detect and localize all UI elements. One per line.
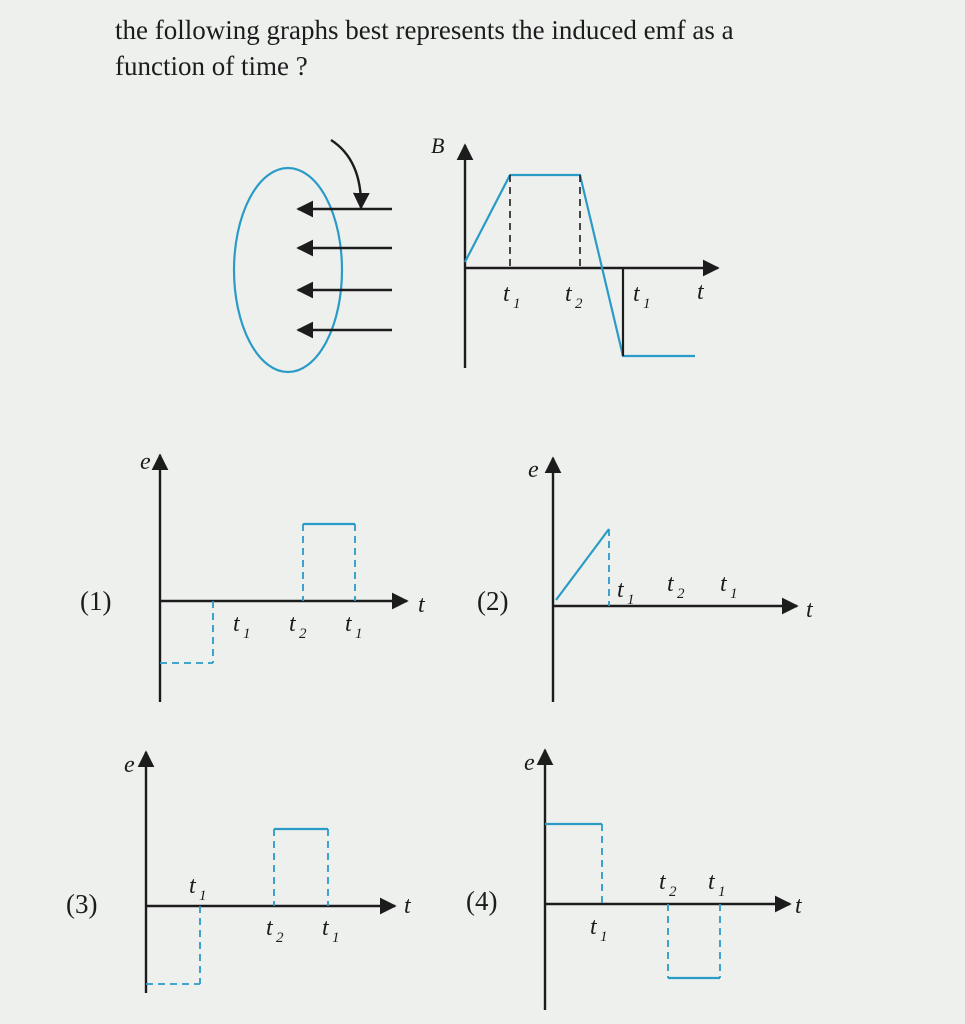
tick-label <box>720 571 738 602</box>
svg-text:1: 1 <box>199 888 207 904</box>
b-axis-label: B <box>431 133 445 158</box>
tick-label <box>189 873 207 904</box>
coil-loop <box>234 168 342 372</box>
tick-label <box>233 611 251 642</box>
tick-label-t1-second <box>633 281 651 312</box>
svg-text:1: 1 <box>643 296 651 312</box>
e-axis-label: e <box>124 752 135 778</box>
svg-text:1: 1 <box>627 592 635 608</box>
e-axis-label: e <box>140 449 151 475</box>
tick-label <box>617 577 635 608</box>
svg-text:t: t <box>633 281 640 307</box>
svg-text:1: 1 <box>730 586 738 602</box>
tick-label <box>708 869 726 900</box>
option-1-graph <box>80 449 426 702</box>
t-axis-label: t <box>697 279 704 305</box>
svg-text:t: t <box>565 281 572 307</box>
t-axis-label: t <box>795 893 802 919</box>
tick-label <box>659 869 677 900</box>
svg-text:1: 1 <box>355 626 363 642</box>
option-2-number: (2) <box>477 586 509 616</box>
svg-text:t: t <box>322 915 329 941</box>
pointer-arrow <box>331 140 361 208</box>
t-axis-label: t <box>418 592 425 618</box>
svg-text:t: t <box>289 611 296 637</box>
svg-text:1: 1 <box>513 296 521 312</box>
option-1-number: (1) <box>80 586 112 616</box>
svg-text:t: t <box>708 869 715 895</box>
e-axis-label: e <box>528 457 539 483</box>
t-axis-label: t <box>806 597 813 623</box>
svg-text:1: 1 <box>600 929 608 945</box>
svg-text:1: 1 <box>332 930 340 946</box>
t-axis-label: t <box>404 893 411 919</box>
option-4-number: (4) <box>466 886 498 916</box>
svg-text:1: 1 <box>243 626 251 642</box>
tick-label <box>667 571 685 602</box>
tick-label-t1 <box>503 281 521 312</box>
svg-text:1: 1 <box>718 884 726 900</box>
svg-text:t: t <box>659 869 666 895</box>
stem-line-1: the following graphs best represents the induced emf as a <box>115 15 734 45</box>
b-vs-t-graph <box>431 133 718 368</box>
tick-label <box>590 914 608 945</box>
svg-text:t: t <box>345 611 352 637</box>
stem-line-2: function of time ? <box>115 51 308 81</box>
svg-text:t: t <box>189 873 196 899</box>
svg-text:2: 2 <box>677 586 685 602</box>
tick-label-t2 <box>565 281 583 312</box>
svg-text:2: 2 <box>299 626 307 642</box>
e-axis-label: e <box>524 750 535 776</box>
svg-text:2: 2 <box>276 930 284 946</box>
loop-diagram <box>234 140 392 372</box>
tick-label <box>345 611 363 642</box>
svg-text:t: t <box>503 281 510 307</box>
svg-text:t: t <box>617 577 624 603</box>
svg-text:t: t <box>720 571 727 597</box>
svg-text:2: 2 <box>669 884 677 900</box>
option-2-graph <box>477 457 814 702</box>
svg-text:t: t <box>233 611 240 637</box>
option-3-graph <box>66 752 412 993</box>
option-3-number: (3) <box>66 889 98 919</box>
tick-label <box>322 915 340 946</box>
svg-text:t: t <box>667 571 674 597</box>
tick-label <box>266 915 284 946</box>
svg-text:t: t <box>266 915 273 941</box>
tick-label <box>289 611 307 642</box>
svg-text:t: t <box>590 914 597 940</box>
emf-segment <box>556 529 609 600</box>
svg-text:2: 2 <box>575 296 583 312</box>
option-4-graph <box>466 750 803 1010</box>
